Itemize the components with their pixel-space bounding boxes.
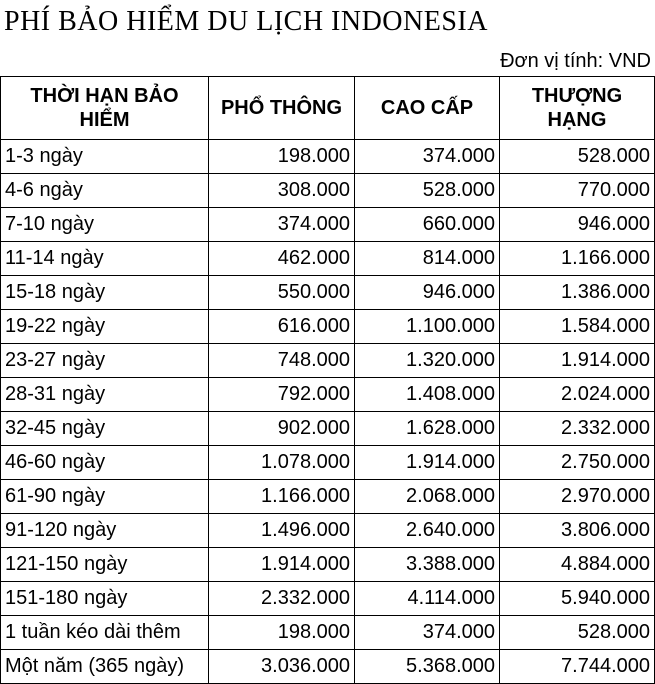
table-row: [1, 480, 655, 514]
table-row: [1, 276, 655, 310]
elite-price-cell: 4.884.000: [500, 548, 655, 582]
table-row: [1, 616, 655, 650]
header-duration: THỜI HẠN BẢO HIỂM: [1, 77, 209, 140]
table-header-row: [1, 77, 655, 140]
elite-price-cell: 1.386.000: [500, 276, 655, 310]
premium-price-cell: 3.388.000: [355, 548, 500, 582]
standard-price-cell: 1.914.000: [209, 548, 355, 582]
unit-label: Đơn vị tính: VND: [500, 50, 651, 72]
elite-price-cell: 7.744.000: [500, 650, 655, 684]
premium-price-cell: 1.408.000: [355, 378, 500, 412]
premium-price-cell: 2.068.000: [355, 480, 500, 514]
standard-price-cell: 3.036.000: [209, 650, 355, 684]
duration-cell: 7-10 ngày: [1, 208, 209, 242]
premium-price-cell: 2.640.000: [355, 514, 500, 548]
duration-cell: 46-60 ngày: [1, 446, 209, 480]
duration-cell: 1-3 ngày: [1, 140, 209, 174]
header-premium: CAO CẤP: [355, 77, 500, 140]
duration-cell: 28-31 ngày: [1, 378, 209, 412]
premium-price-cell: 660.000: [355, 208, 500, 242]
elite-price-cell: 1.914.000: [500, 344, 655, 378]
premium-price-cell: 4.114.000: [355, 582, 500, 616]
standard-price-cell: 1.166.000: [209, 480, 355, 514]
duration-cell: 11-14 ngày: [1, 242, 209, 276]
premium-price-cell: 5.368.000: [355, 650, 500, 684]
standard-price-cell: 792.000: [209, 378, 355, 412]
page-title: PHÍ BẢO HIỂM DU LỊCH INDONESIA: [4, 6, 488, 37]
table-row: [1, 310, 655, 344]
elite-price-cell: 2.332.000: [500, 412, 655, 446]
premium-table: [0, 76, 655, 684]
standard-price-cell: 198.000: [209, 616, 355, 650]
premium-price-cell: 814.000: [355, 242, 500, 276]
premium-price-cell: 1.628.000: [355, 412, 500, 446]
elite-price-cell: 5.940.000: [500, 582, 655, 616]
premium-price-cell: 946.000: [355, 276, 500, 310]
elite-price-cell: 1.584.000: [500, 310, 655, 344]
standard-price-cell: 462.000: [209, 242, 355, 276]
premium-price-cell: 528.000: [355, 174, 500, 208]
standard-price-cell: 2.332.000: [209, 582, 355, 616]
duration-cell: 121-150 ngày: [1, 548, 209, 582]
table-row: [1, 174, 655, 208]
elite-price-cell: 770.000: [500, 174, 655, 208]
premium-price-cell: 374.000: [355, 140, 500, 174]
table-row: [1, 140, 655, 174]
table-row: [1, 650, 655, 684]
standard-price-cell: 1.496.000: [209, 514, 355, 548]
standard-price-cell: 550.000: [209, 276, 355, 310]
premium-price-cell: 1.100.000: [355, 310, 500, 344]
table-body: [1, 140, 655, 684]
table-row: [1, 344, 655, 378]
standard-price-cell: 902.000: [209, 412, 355, 446]
standard-price-cell: 198.000: [209, 140, 355, 174]
duration-cell: 4-6 ngày: [1, 174, 209, 208]
table-row: [1, 548, 655, 582]
header-standard: PHỔ THÔNG: [209, 77, 355, 140]
elite-price-cell: 2.024.000: [500, 378, 655, 412]
standard-price-cell: 748.000: [209, 344, 355, 378]
standard-price-cell: 374.000: [209, 208, 355, 242]
standard-price-cell: 1.078.000: [209, 446, 355, 480]
table-row: [1, 378, 655, 412]
table-row: [1, 514, 655, 548]
duration-cell: 23-27 ngày: [1, 344, 209, 378]
standard-price-cell: 308.000: [209, 174, 355, 208]
table-row: [1, 242, 655, 276]
premium-price-cell: 1.320.000: [355, 344, 500, 378]
table-row: [1, 446, 655, 480]
duration-cell: 61-90 ngày: [1, 480, 209, 514]
duration-cell: 1 tuần kéo dài thêm: [1, 616, 209, 650]
header-elite: THƯỢNG HẠNG: [500, 77, 655, 140]
duration-cell: 19-22 ngày: [1, 310, 209, 344]
elite-price-cell: 946.000: [500, 208, 655, 242]
elite-price-cell: 528.000: [500, 616, 655, 650]
table-row: [1, 582, 655, 616]
table-row: [1, 208, 655, 242]
duration-cell: Một năm (365 ngày): [1, 650, 209, 684]
premium-price-cell: 1.914.000: [355, 446, 500, 480]
elite-price-cell: 2.970.000: [500, 480, 655, 514]
table-row: [1, 412, 655, 446]
duration-cell: 15-18 ngày: [1, 276, 209, 310]
duration-cell: 151-180 ngày: [1, 582, 209, 616]
duration-cell: 32-45 ngày: [1, 412, 209, 446]
elite-price-cell: 1.166.000: [500, 242, 655, 276]
standard-price-cell: 616.000: [209, 310, 355, 344]
elite-price-cell: 528.000: [500, 140, 655, 174]
elite-price-cell: 2.750.000: [500, 446, 655, 480]
premium-price-cell: 374.000: [355, 616, 500, 650]
elite-price-cell: 3.806.000: [500, 514, 655, 548]
duration-cell: 91-120 ngày: [1, 514, 209, 548]
